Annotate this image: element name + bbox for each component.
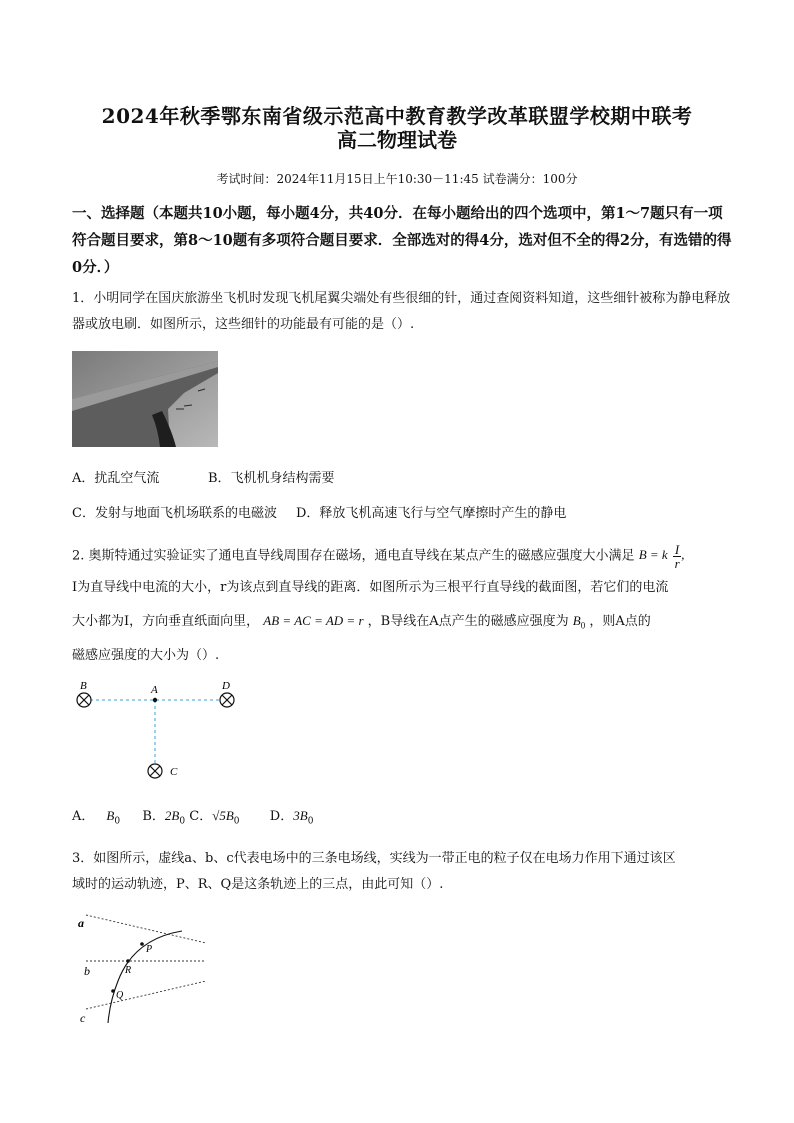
wire-b-cross-icon: [77, 693, 91, 707]
q2-text-part: 2. 奥斯特通过实验证实了通电直导线周围存在磁场，通电直导线在某点产生的磁感应强度大小满足: [72, 548, 635, 564]
label-a: a: [78, 916, 84, 930]
particle-trajectory: [108, 931, 182, 1023]
label-b: b: [84, 964, 90, 978]
q2-formula-lhs: B = k: [638, 547, 668, 562]
q2-formula: B = k $\frac{I}{r}$ ,: [638, 541, 685, 571]
q2-b0-letter: B: [572, 613, 581, 628]
label-b: B: [80, 680, 87, 692]
q2-option-d-sub: 0: [307, 816, 314, 827]
q2-option-a-value: B: [106, 808, 115, 823]
q2-equation: AB = AC = AD = r: [263, 613, 364, 628]
q2-text-part: 大小都为I，方向垂直纸面向里，: [72, 614, 260, 629]
point-r: [126, 959, 130, 963]
point-q: [111, 989, 115, 993]
q2-option-d-value: 3B: [293, 808, 308, 823]
q2-option-a-label: A．: [72, 809, 95, 824]
q2-option-d-label: D．: [269, 809, 294, 824]
q2-option-c-value: √5B: [212, 808, 234, 823]
wire-d-cross-icon: [220, 693, 234, 707]
q2-b0-sub: 0: [580, 620, 586, 631]
q2-text-part: ，B导线在A点产生的磁感应强度为: [367, 614, 569, 629]
question-3-line2: 域时的运动轨迹，P、R、Q是这条轨迹上的三点，由此可知（）.: [72, 877, 444, 892]
field-lines-diagram: [74, 905, 214, 1030]
q2-option-b-value: 2B: [164, 808, 180, 823]
q2-fraction: [673, 543, 681, 570]
question-2-line1: [72, 542, 732, 570]
q2-fraction-num: I: [674, 541, 680, 557]
label-p: P: [146, 944, 153, 955]
q2-option-c-sub: 0: [233, 816, 240, 827]
q1-option-b: B．飞机机身结构需要: [208, 471, 335, 486]
q2-fraction-den: r: [674, 555, 680, 571]
q2-option-b-label: B．: [142, 809, 165, 824]
exam-title: 2024年秋季鄂东南省级示范高中教育教学改革联盟学校期中联考: [101, 104, 693, 128]
q2-b0: [572, 613, 586, 631]
label-d: D: [222, 680, 230, 692]
q1-option-c: C．发射与地面飞机场联系的电磁波: [72, 506, 277, 521]
q1-option-d: D．释放飞机高速飞行与空气摩擦时产生的静电: [296, 506, 567, 521]
field-line-a: [86, 915, 206, 943]
label-c: c: [80, 1011, 86, 1025]
q2-text-part: ，则A点的: [589, 614, 651, 629]
exam-subtitle: 高二物理试卷: [337, 128, 457, 152]
q2-option-a-sub: 0: [114, 816, 121, 827]
wire-c-cross-icon: [148, 764, 162, 778]
question-2-line4: 磁感应强度的大小为（）.: [72, 648, 220, 663]
q2-option-b-sub: 0: [179, 816, 186, 827]
section-heading: 一、选择题（本题共10小题，每小题4分，共40分．在每小题给出的四个选项中，第1～7题只有一项符合题目要求，第8～10题有多项符合题目要求．全部选对的得4分，选对但不全的得2分，有选错的得0分．）: [72, 205, 732, 276]
question-2-line2: I为直导线中电流的大小，r为该点到直导线的距离．如图所示为三根平行直导线的截面图，若它们的电流: [72, 580, 669, 595]
question-2-line3: [72, 608, 732, 639]
label-r: R: [125, 965, 132, 976]
question-3-line1: 3．如图所示，虚线a、b、c代表电场中的三条电场线，实线为一带正电的粒子仅在电场力作用下通过该区: [72, 851, 676, 866]
field-line-c: [86, 981, 206, 1009]
wires-diagram: [70, 675, 250, 785]
q2-options: [72, 805, 313, 827]
q2-option-c-label: C．: [189, 809, 213, 824]
airplane-wing-photo: [72, 351, 218, 447]
question-1-text: 1．小明同学在国庆旅游坐飞机时发现飞机尾翼尖端处有些很细的针，通过查阅资料知道，这些细针被称为静电释放器或放电刷．如图所示，这些细针的功能最有可能的是（）.: [72, 291, 731, 332]
point-p: [140, 942, 144, 946]
label-c: C: [170, 766, 178, 778]
label-q: Q: [116, 990, 124, 1001]
point-a: [153, 698, 157, 702]
exam-info: 考试时间：2024年11月15日上午10:30－11:45 试卷满分：100分: [216, 172, 578, 186]
q1-option-a: A．扰乱空气流: [72, 471, 160, 486]
label-a: A: [151, 684, 158, 696]
